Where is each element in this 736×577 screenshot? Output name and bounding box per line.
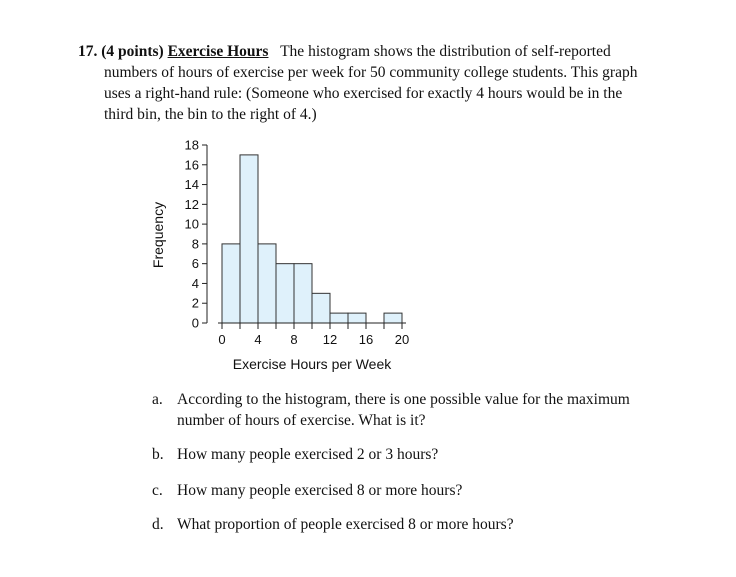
problem-points: (4 points): [101, 43, 164, 60]
question-text: number of hours of exercise. What is it?: [177, 412, 426, 429]
histogram-bar-8-10: [294, 264, 312, 323]
question-letter: c.: [152, 482, 163, 499]
y-tick-label: 18: [184, 140, 199, 153]
intro-line-2: numbers of hours of exercise per week for 50 community college students. This graph: [104, 64, 638, 81]
question-text: According to the histogram, there is one possible value for the maximum: [177, 391, 630, 408]
histogram-bar-0-2: [222, 244, 240, 323]
problem-text: [78, 41, 678, 125]
y-tick-label: 4: [191, 275, 199, 291]
x-tick-label: 16: [358, 332, 374, 347]
problem-line-1: [78, 41, 678, 62]
x-tick-label: 8: [290, 332, 298, 347]
histogram-bar-14-16: [348, 313, 366, 323]
problem-title: Exercise Hours: [167, 43, 269, 60]
intro-line-3: uses a right-hand rule: (Someone who exercised for exactly 4 hours would be in the: [104, 85, 623, 102]
intro-line-4: third bin, the bin to the right of 4.): [104, 106, 317, 123]
y-tick-label: 8: [191, 236, 199, 252]
question-letter: b.: [152, 446, 164, 463]
problem-number: 17.: [78, 43, 98, 60]
x-tick-label: 12: [322, 332, 338, 347]
histogram-bar-10-12: [312, 293, 330, 323]
x-tick-label: 4: [254, 332, 262, 347]
histogram-chart: [145, 140, 435, 380]
y-tick-label: 10: [184, 216, 199, 232]
histogram-bar-4-6: [258, 244, 276, 323]
question-letter: d.: [152, 516, 164, 533]
x-tick-label: 0: [218, 332, 226, 347]
histogram-bar-12-14: [330, 313, 348, 323]
histogram-bar-6-8: [276, 264, 294, 323]
question-letter: a.: [152, 391, 163, 408]
y-tick-label: 16: [184, 157, 199, 173]
histogram-bar-18-20: [384, 313, 402, 323]
y-tick-label: 6: [191, 256, 199, 272]
y-tick-label: 14: [184, 177, 199, 193]
intro-line-1: The histogram shows the distribution of self-reported: [280, 43, 611, 60]
y-tick-label: 12: [184, 196, 199, 212]
histogram-bar-2-4: [240, 155, 258, 323]
y-axis-label: Frequency: [150, 201, 166, 269]
x-axis-label: Exercise Hours per Week: [232, 356, 392, 372]
y-tick-label: 0: [191, 315, 199, 331]
question-text: What proportion of people exercised 8 or more hours?: [177, 516, 514, 533]
question-text: How many people exercised 2 or 3 hours?: [177, 446, 439, 463]
y-tick-label: 2: [191, 295, 199, 311]
x-tick-label: 20: [394, 332, 410, 347]
question-text: How many people exercised 8 or more hours?: [177, 482, 463, 499]
